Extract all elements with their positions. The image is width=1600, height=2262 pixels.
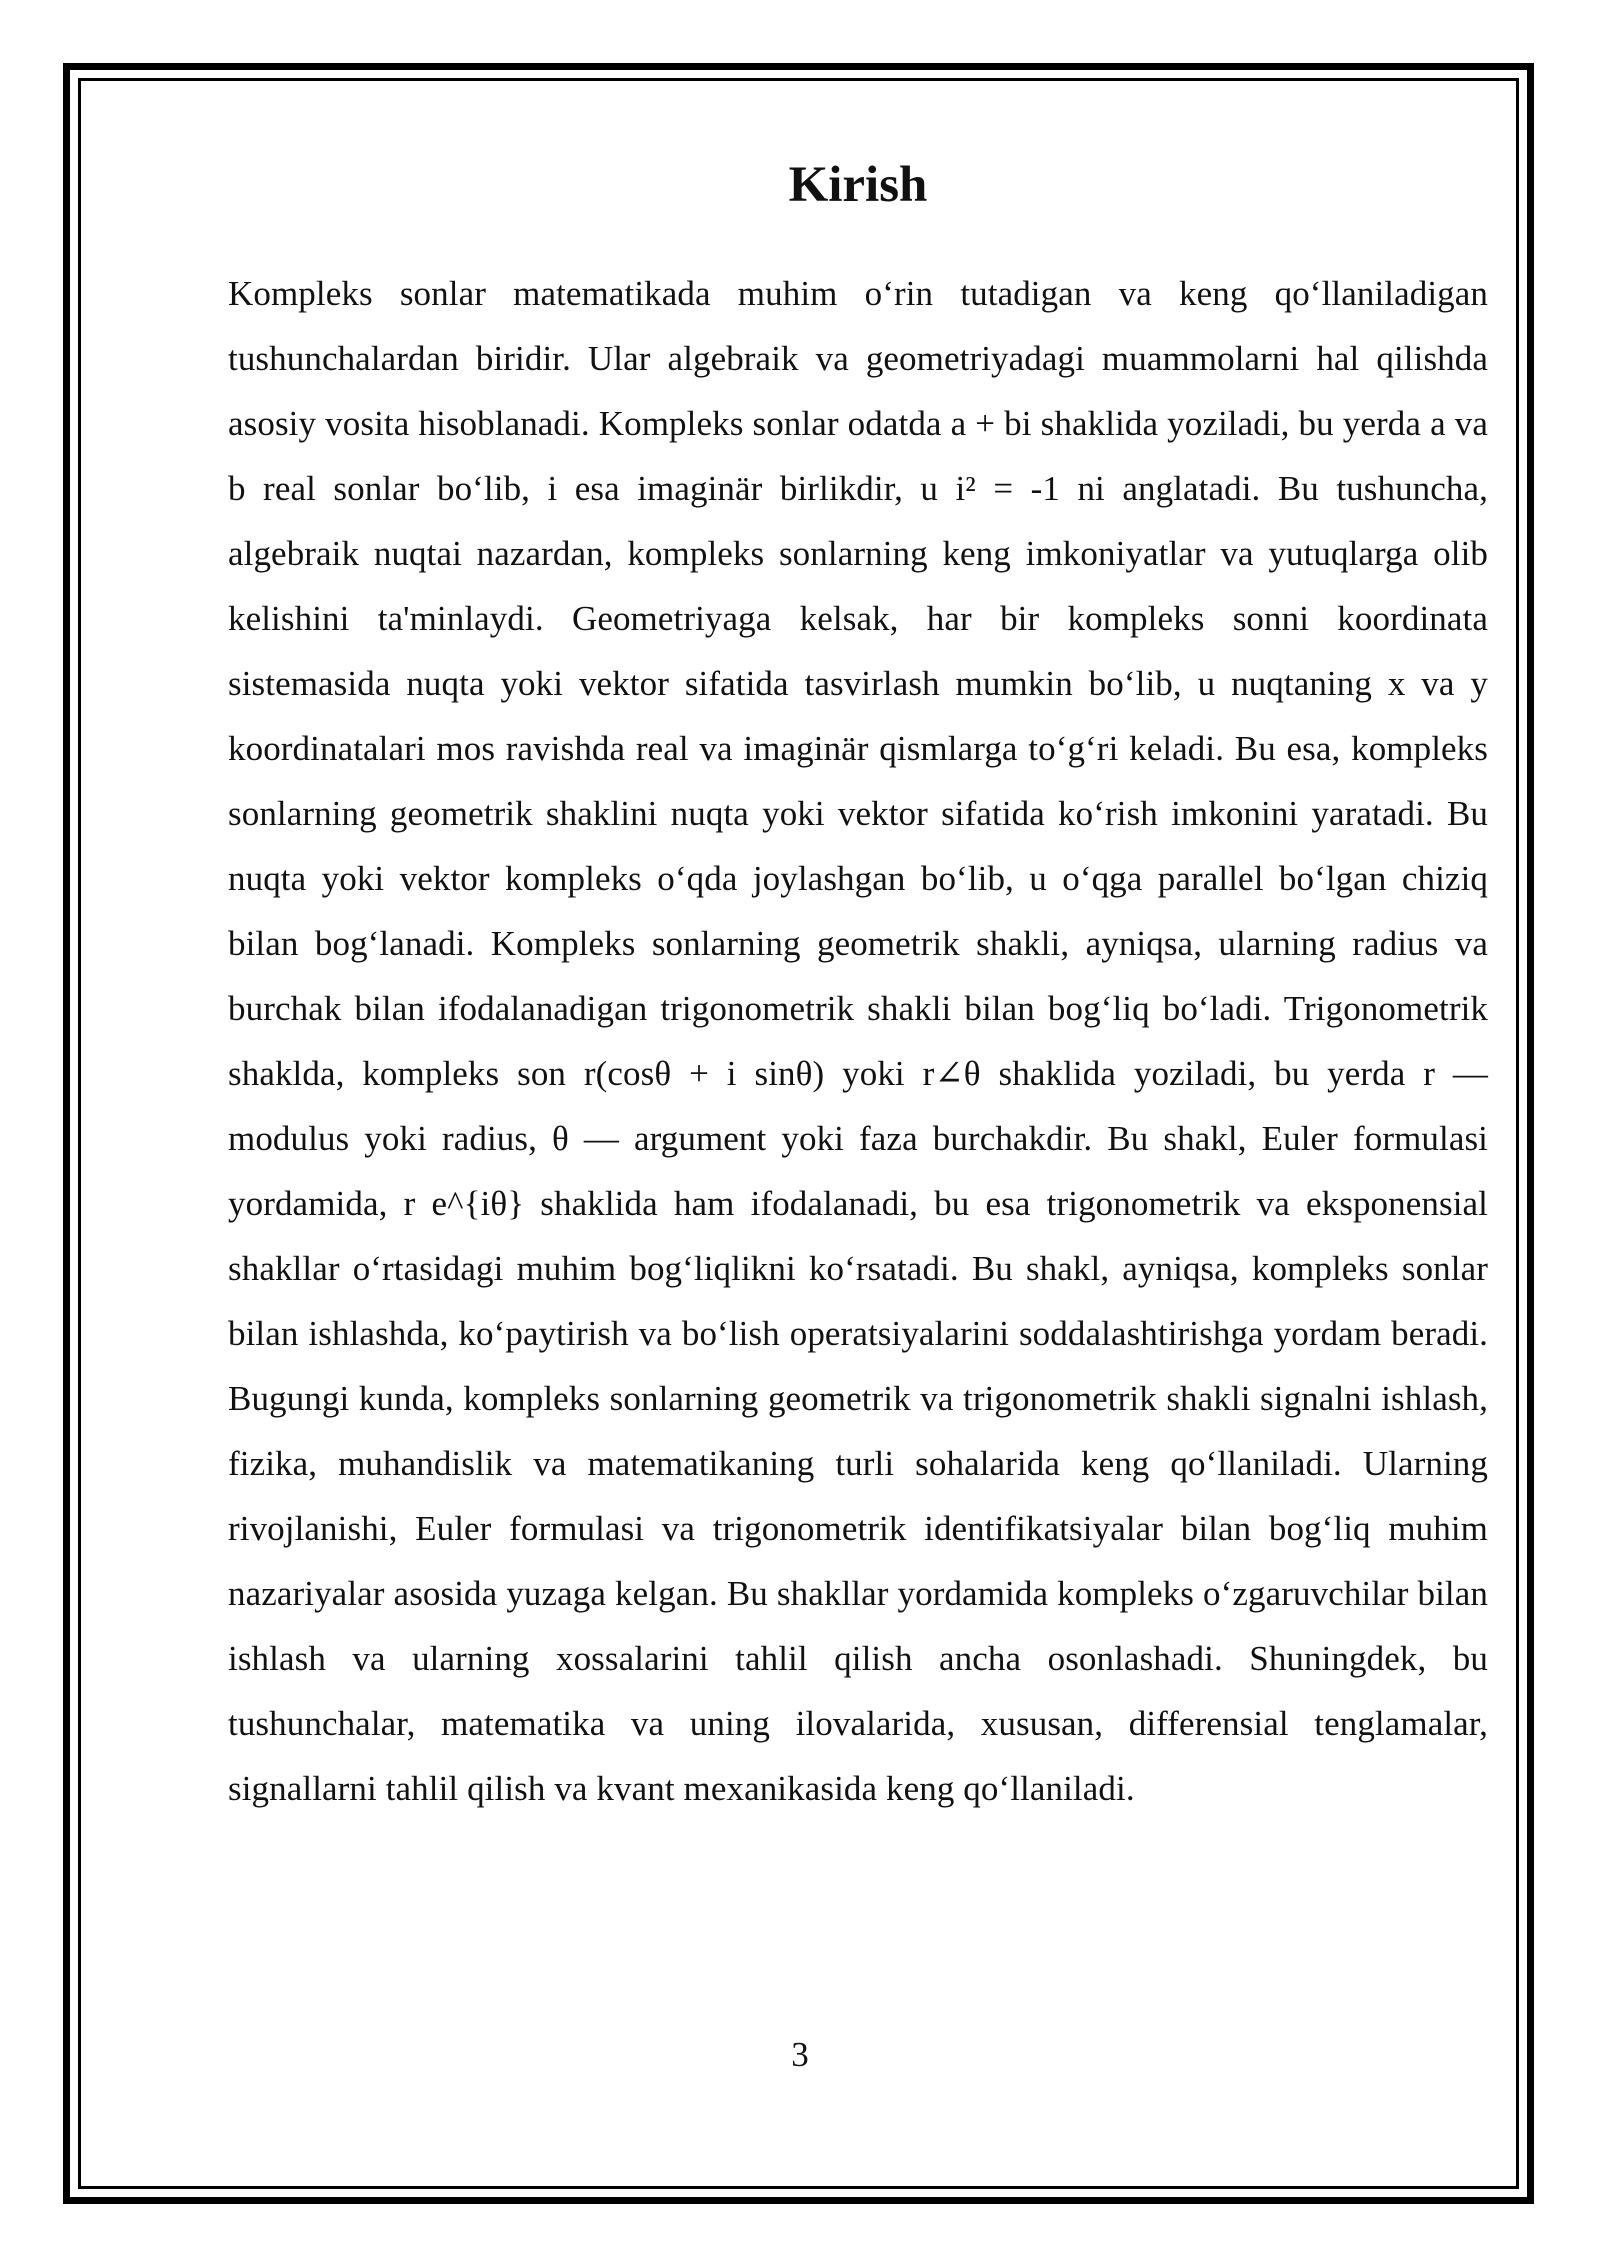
page-content: [228, 150, 1488, 1821]
page-title: Kirish: [788, 157, 928, 213]
body-paragraph: Kompleks sonlar matematikada muhim o‘rin tutadigan va keng qo‘llaniladigan tushunchalardan biridir. Ular algebraik va geometriyadagi muammolarni hal qilishda asosiy vosita hisoblanadi. Kompleks sonlar odatda a + bi shaklida yoziladi, bu yerda a va b real sonlar bo‘lib, i esa imaginär birlikdir, u i² = -1 ni anglatadi. Bu tushuncha, algebraik nuqtai nazardan, kompleks sonlarning keng imkoniyatlar va yutuqlarga olib kelishini ta'minlaydi. Geometriyaga kelsak, har bir kompleks sonni koordinata sistemasida nuqta yoki vektor sifatida tasvirlash mumkin bo‘lib, u nuqtaning x va y koordinatalari mos ravishda real va imaginär qismlarga to‘g‘ri keladi. Bu esa, kompleks sonlarning geometrik shaklini nuqta yoki vektor sifatida ko‘rish imkonini yaratadi. Bu nuqta yoki vektor kompleks o‘qda joylashgan bo‘lib, u o‘qga parallel bo‘lgan chiziq bilan bog‘lanadi. Kompleks sonlarning geometrik shakli, ayniqsa, ularning radius va burchak bilan ifodalanadigan trigonometrik shakli bilan bog‘liq bo‘ladi. Trigonometrik shaklda, kompleks son r(cosθ + i sinθ) yoki r∠θ shaklida yoziladi, bu yerda r — modulus yoki radius, θ — argument yoki faza burchakdir. Bu shakl, Euler formulasi yordamida, r e^{iθ} shaklida ham ifodalanadi, bu esa trigonometrik va eksponensial shakllar o‘rtasidagi muhim bog‘liqlikni ko‘rsatadi. Bu shakl, ayniqsa, kompleks sonlar bilan ishlashda, ko‘paytirish va bo‘lish operatsiyalarini soddalashtirishga yordam beradi. Bugungi kunda, kompleks sonlarning geometrik va trigonometrik shakli signalni ishlash, fizika, muhandislik va matematikaning turli sohalarida keng qo‘llaniladi. Ularning rivojlanishi, Euler formulasi va trigonometrik identifikatsiyalar bilan bog‘liq muhim nazariyalar asosida yuzaga kelgan. Bu shakllar yordamida kompleks o‘zgaruvchilar bilan ishlash va ularning xossalarini tahlil qilish ancha osonlashadi. Shuningdek, bu tushunchalar, matematika va uning ilovalarida, xususan, differensial tenglamalar, signallarni tahlil qilish va kvant mexanikasida keng qo‘llaniladi.: [228, 274, 1488, 1808]
page-number: 3: [791, 2035, 809, 2074]
